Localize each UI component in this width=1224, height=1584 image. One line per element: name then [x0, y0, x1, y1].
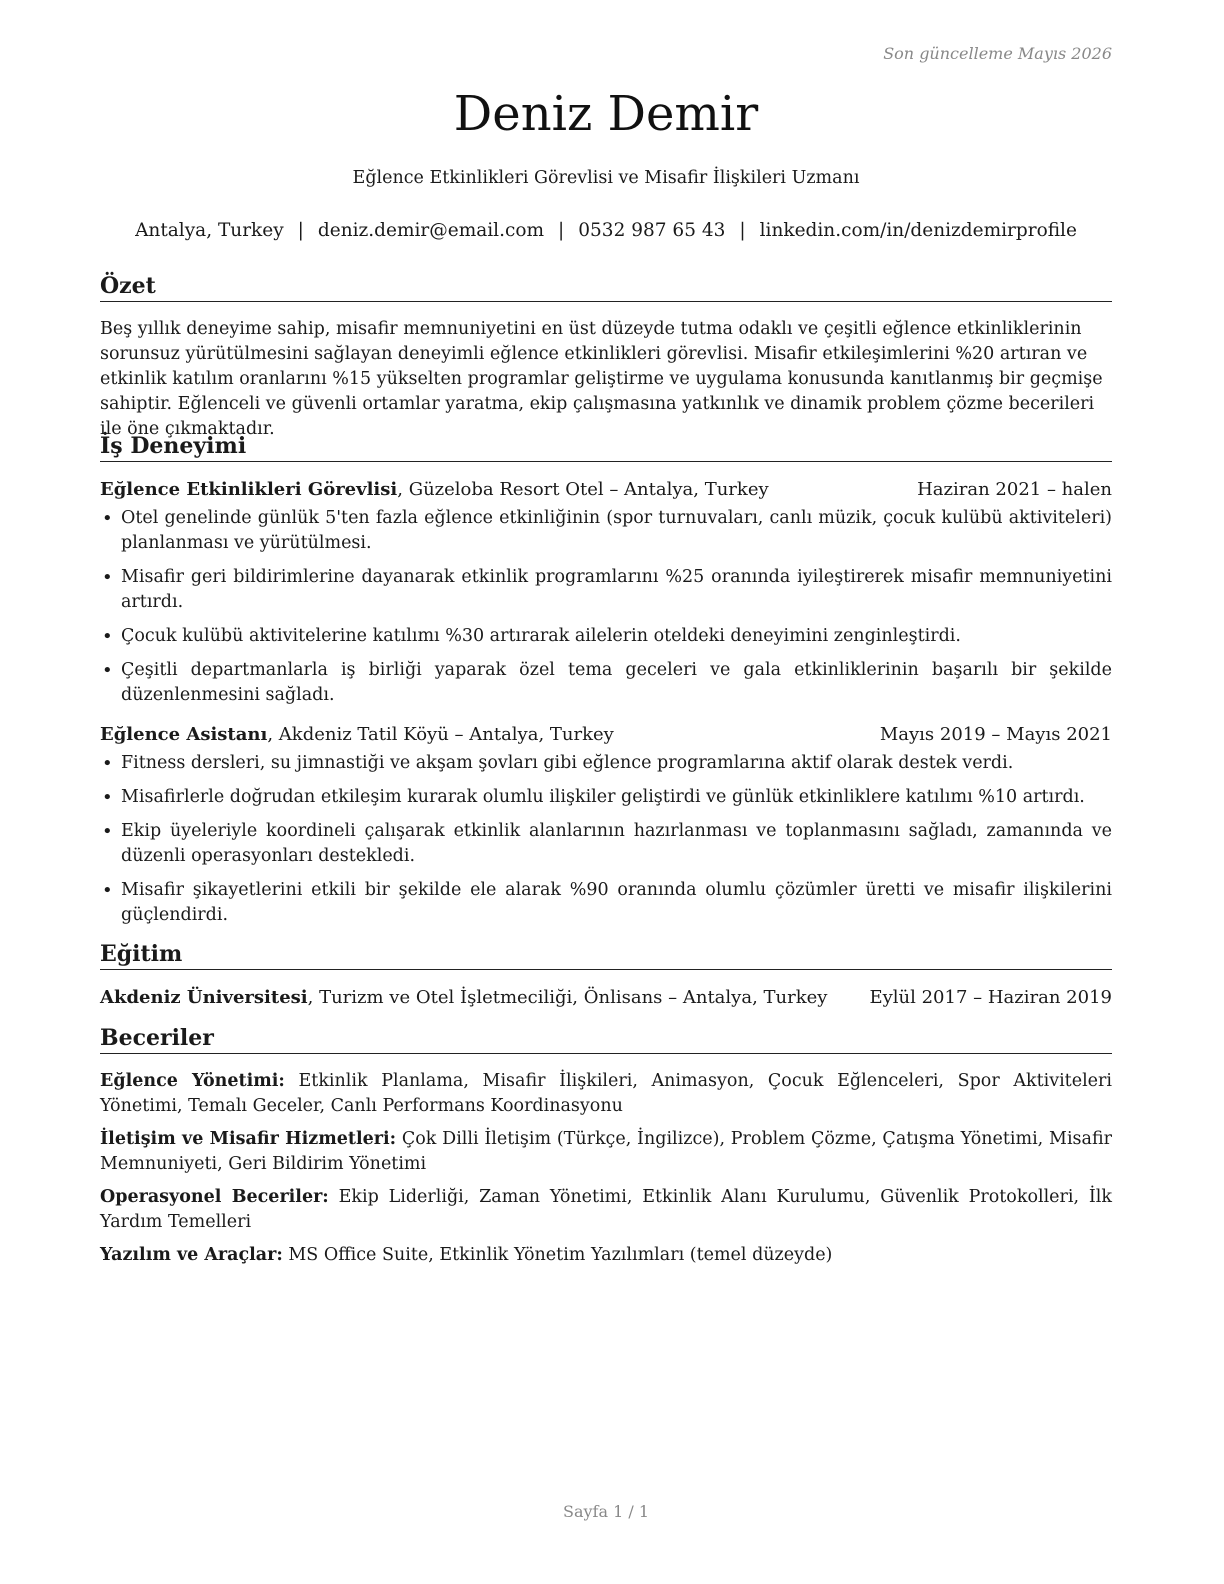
education-detail: , Turizm ve Otel İşletmeciliği, Önlisans – Antalya, Turkey — [307, 987, 828, 1008]
skill-row — [100, 1127, 1112, 1177]
summary-text: Beş yıllık deneyime sahip, misafir memnuniyetini en üst düzeyde tutma odaklı ve çeşitli eğlence etkinliklerinin sorunsuz yürütülmesini sağlayan deneyimli eğlence etkinlikleri görevlisi. Misafir etkileşimlerini %20 artıran ve etkinlik katılım oranlarını %15 yükselten programlar geliştirme ve uygulama konusunda kanıtlanmış bir geçmişe sahiptir. Eğlenceli ve güvenli ortamlar yaratma, ekip çalışmasına yatkınlık ve dinamik problem çözme becerileri ile öne çıkmaktadır. — [100, 319, 1103, 439]
skill-row — [100, 1185, 1112, 1235]
skill-value: Çok Dilli İletişim (Türkçe, İngilizce), Problem Çözme, Çatışma Yönetimi, Misafir Memnuniyeti, Geri Bildirim Yönetimi — [100, 1129, 1112, 1174]
contact-email[interactable]: deniz.demir@email.com — [317, 220, 545, 241]
candidate-subtitle: Eğlence Etkinlikleri Görevlisi ve Misafir İlişkileri Uzmanı — [352, 168, 860, 188]
education-entry — [100, 985, 1112, 1010]
skill-label: Yazılım ve Araçlar: — [100, 1245, 283, 1265]
contact-separator: | — [558, 220, 565, 241]
education-title: Eğitim — [100, 940, 1112, 970]
candidate-name: Deniz Demir — [453, 86, 759, 142]
skill-value: Etkinlik Planlama, Misafir İlişkileri, Animasyon, Çocuk Eğlenceleri, Spor Aktiviteleri Yönetimi, Temalı Geceler, Canlı Performans Koordinasyonu — [100, 1071, 1112, 1116]
job-role: Eğlence Etkinlikleri Görevlisi — [100, 479, 398, 500]
skills-title: Beceriler — [100, 1024, 1112, 1054]
skill-value: MS Office Suite, Etkinlik Yönetim Yazılımları (temel düzeyde) — [282, 1245, 833, 1265]
education-dates: Eylül 2017 – Haziran 2019 — [869, 987, 1112, 1008]
job-entry — [100, 477, 1112, 708]
job-bullets — [100, 751, 1112, 928]
skill-row — [100, 1069, 1112, 1119]
skill-label: İletişim ve Misafir Hizmetleri: — [100, 1129, 397, 1149]
job-bullet: • Çocuk kulübü aktivitelerine katılımı %30 artırarak ailelerin oteldeki deneyimini zenginleştirdi. — [100, 624, 1112, 649]
contact-separator: | — [739, 220, 746, 241]
experience-title: İş Deneyimi — [100, 432, 1112, 462]
job-bullet: • Ekip üyeleriyle koordineli çalışarak etkinlik alanlarının hazırlanması ve toplanmasını sağladı, zamanında ve düzenli operasyonları destekledi. — [100, 819, 1112, 869]
job-bullet: • Misafir şikayetlerini etkili bir şekilde ele alarak %90 oranında olumlu çözümler üretti ve misafir ilişkilerini güçlendirdi. — [100, 878, 1112, 928]
job-dates: Mayıs 2019 – Mayıs 2021 — [879, 724, 1112, 745]
skill-label: Eğlence Yönetimi: — [100, 1071, 285, 1091]
job-entry — [100, 722, 1112, 928]
contact-separator: | — [297, 220, 304, 241]
job-header — [100, 477, 1112, 502]
education-school: Akdeniz Üniversitesi — [100, 987, 308, 1008]
skill-row — [100, 1243, 1112, 1268]
summary-section — [100, 272, 1112, 442]
experience-section — [100, 432, 1112, 937]
job-bullet: • Misafir geri bildirimlerine dayanarak etkinlik programlarını %25 oranında iyileştirerek misafir memnuniyetini artırdı. — [100, 565, 1112, 615]
job-bullet: • Çeşitli departmanlarla iş birliği yaparak özel tema geceleri ve gala etkinliklerinin başarılı bir şekilde düzenlenmesini sağladı. — [100, 658, 1112, 708]
skill-label: Operasyonel Beceriler: — [100, 1187, 329, 1207]
page-number: Sayfa 1 / 1 — [562, 1502, 649, 1521]
job-company: , Akdeniz Tatil Köyü – Antalya, Turkey — [267, 724, 614, 745]
job-bullet: • Misafirlerle doğrudan etkileşim kurarak olumlu ilişkiler geliştirdi ve günlük etkinliklere katılımı %10 artırdı. — [100, 785, 1112, 810]
job-company: , Güzeloba Resort Otel – Antalya, Turkey — [397, 479, 769, 500]
contact-phone: 0532 987 65 43 — [578, 220, 726, 241]
job-bullet: • Otel genelinde günlük 5'ten fazla eğlence etkinliğinin (spor turnuvaları, canlı müzik, çocuk kulübü aktiviteleri) planlanması ve yürütülmesi. — [100, 506, 1112, 556]
skills-list — [100, 1069, 1112, 1268]
job-role: Eğlence Asistanı — [100, 724, 268, 745]
job-bullets — [100, 506, 1112, 708]
last-updated: Son güncelleme Mayıs 2026 — [883, 44, 1112, 63]
job-dates: Haziran 2021 – halen — [917, 479, 1112, 500]
resume-page — [100, 0, 1112, 1584]
education-section — [100, 940, 1112, 1010]
job-bullet: • Fitness dersleri, su jimnastiği ve akşam şovları gibi eğlence programlarına aktif olarak destek verdi. — [100, 751, 1112, 776]
summary-title: Özet — [100, 272, 1112, 302]
job-header — [100, 722, 1112, 747]
contact-linkedin[interactable]: linkedin.com/in/denizdemirprofile — [759, 220, 1077, 241]
skills-section — [100, 1024, 1112, 1276]
skill-value: Ekip Liderliği, Zaman Yönetimi, Etkinlik Alanı Kurulumu, Güvenlik Protokolleri, İlk Yardım Temelleri — [100, 1187, 1112, 1232]
contact-location: Antalya, Turkey — [135, 220, 284, 241]
contact-line — [100, 220, 1112, 241]
